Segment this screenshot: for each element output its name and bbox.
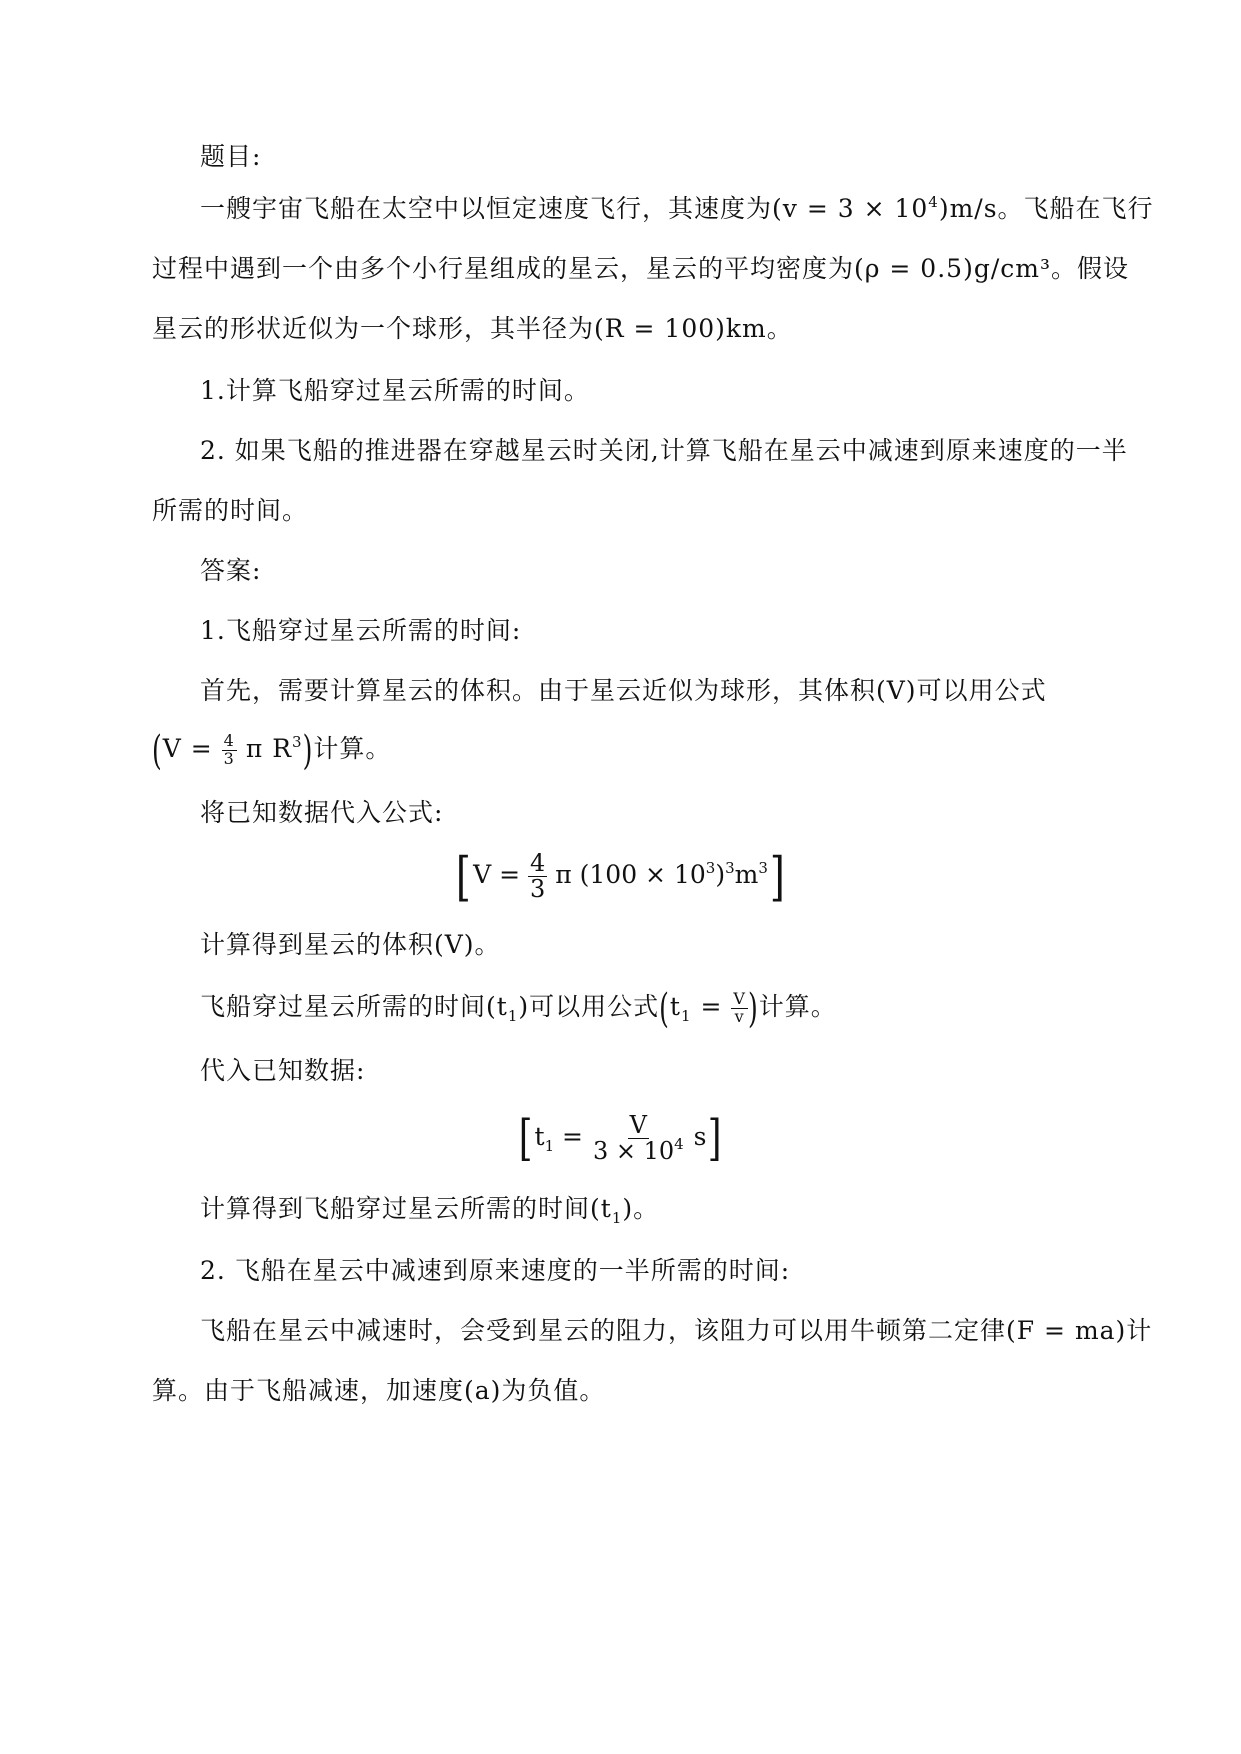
- answer-para-3: 计算得到星云的体积(V)。: [200, 930, 501, 959]
- answer-para-7-line-1: 飞船在星云中减速时，会受到星云的阻力，该阻力可以用牛顿第二定律(F = ma)计: [200, 1316, 1153, 1345]
- fraction: $\frac{V}{3 \times 10^4}$: [592, 1110, 684, 1165]
- density-formula: (ρ = 0.5)g/cm³: [854, 254, 1051, 283]
- volume-equation: [V = $\frac{4}{3}$ π $(100 \times 10^3)^3m^3$]: [456, 845, 785, 908]
- velocity-formula: ($v = 3 \times 10^4$: [772, 193, 939, 223]
- answer-item-1: 1.飞船穿过星云所需的时间:: [200, 616, 522, 645]
- volume-formula-inline: (V = $\frac{4}{3}$ π $R^3$): [152, 726, 314, 773]
- text: 过程中遇到一个由多个小行星组成的星云，星云的平均密度为: [152, 254, 855, 283]
- answer-item-2: 2. 飞船在星云中减速到原来速度的一半所需的时间:: [200, 1256, 791, 1285]
- text: 一艘宇宙飞船在太空中以恒定速度飞行，其速度为: [200, 194, 773, 223]
- answer-para-1-line-1: 首先，需要计算星云的体积。由于星云近似为球形，其体积(V)可以用公式: [200, 676, 1047, 705]
- time-formula-inline: ($t_1$ = $\frac{V}{v}$ ): [659, 984, 759, 1031]
- question-item-2-line-2: 所需的时间。: [152, 496, 309, 525]
- time-equation: [$t_1$ = $\frac{V}{3 \times 10^4}$ s]: [519, 1109, 722, 1166]
- answer-para-4: 飞船穿过星云所需的时间$(t_1)$可以用公式($t_1$ = $\frac{V}{v}$ )计算。: [200, 984, 837, 1031]
- answer-para-5: 代入已知数据:: [200, 1056, 366, 1085]
- answer-para-1-line-2: (V = $\frac{4}{3}$ π $R^3$)计算。: [152, 726, 392, 773]
- question-para-line-2: [152, 252, 1129, 286]
- question-item-2-line-1: 2. 如果飞船的推进器在穿越星云时关闭,计算飞船在星云中减速到原来速度的一半: [200, 436, 1128, 465]
- answer-para-6: 计算得到飞船穿过星云所需的时间$(t_1)$。: [200, 1194, 660, 1227]
- fraction: $\frac{V}{v}$: [733, 989, 746, 1026]
- answer-para-7-line-2: 算。由于飞船减速，加速度(a)为负值。: [152, 1376, 606, 1405]
- question-para-line-1: [200, 192, 1154, 226]
- answer-para-2: 将已知数据代入公式:: [200, 798, 444, 827]
- question-heading: 题目:: [200, 142, 262, 171]
- text: 。假设: [1050, 254, 1129, 283]
- radius-formula: (R = 100)km。: [594, 314, 793, 343]
- text: )m/s。飞船在飞行: [938, 194, 1154, 223]
- answer-heading: 答案:: [200, 556, 262, 585]
- fraction: $\frac{4}{3}$: [530, 848, 546, 903]
- question-para-line-3: [152, 312, 1092, 346]
- question-item-1: 1.计算飞船穿过星云所需的时间。: [200, 376, 590, 405]
- time-symbol: $(t_1)$: [486, 992, 530, 1025]
- text: 星云的形状近似为一个球形，其半径为: [152, 314, 595, 343]
- fraction: $\frac{4}{3}$: [223, 731, 235, 768]
